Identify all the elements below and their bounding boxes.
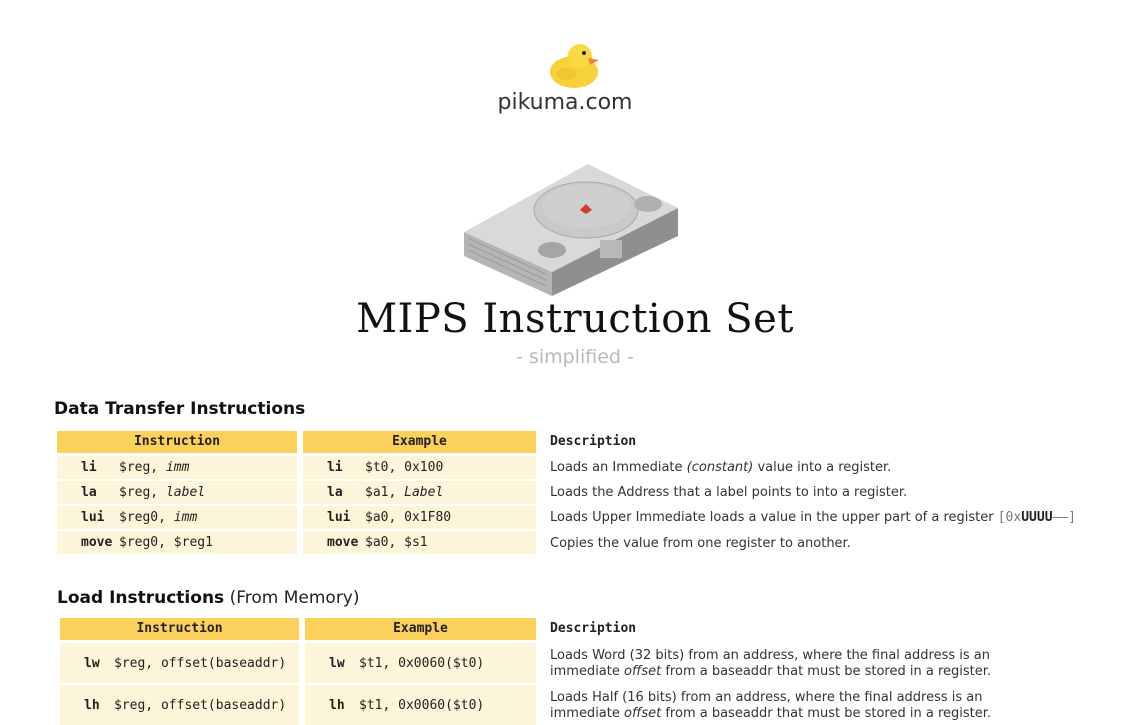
instruction-op: lui — [81, 510, 105, 525]
column-header-description: Description — [550, 434, 637, 449]
example-cell — [305, 685, 536, 725]
description-text: Loads Half (16 bits) from an address, where the final address is an immediate offset from a baseaddr that must be stored in a register. — [550, 690, 992, 721]
example-op: la — [327, 485, 343, 500]
example-cell — [303, 506, 536, 529]
column-header-example: Example — [305, 618, 536, 640]
column-header-example: Example — [303, 431, 536, 453]
instruction-cell — [57, 456, 297, 479]
instruction-cell — [57, 481, 297, 504]
instruction-op: lw — [84, 656, 100, 671]
instruction-op: la — [81, 485, 97, 500]
instruction-args: $reg, offset(baseaddr) — [114, 656, 287, 671]
description-text: Copies the value from one register to another. — [550, 536, 851, 551]
example-args: $a1, Label — [365, 485, 444, 500]
example-args: $t1, 0x0060($t0) — [359, 698, 485, 713]
example-args: $a0, 0x1F80 — [365, 510, 452, 525]
site-name: pikuma.com — [497, 90, 633, 115]
example-op: move — [327, 535, 359, 550]
playstation-console-icon — [460, 160, 682, 300]
instruction-op: lh — [84, 698, 100, 713]
duck-logo-icon — [548, 40, 602, 90]
instruction-args: $reg, offset(baseaddr) — [114, 698, 287, 713]
page-subtitle: - simplified - — [516, 346, 634, 368]
description-text: Loads an Immediate (constant) value into a register. — [550, 460, 892, 475]
description-text: Loads Upper Immediate loads a value in the upper part of a register [0xUUUU——] — [550, 510, 1077, 525]
example-op: li — [327, 460, 343, 475]
column-header-instruction: Instruction — [57, 431, 297, 453]
instruction-cell — [60, 685, 299, 725]
column-header-instruction: Instruction — [60, 618, 299, 640]
example-op: lw — [329, 656, 345, 671]
example-cell — [303, 456, 536, 479]
instruction-op: move — [81, 535, 113, 550]
instruction-cell — [57, 531, 297, 554]
instruction-op: li — [81, 460, 97, 475]
instruction-cell — [60, 643, 299, 683]
description-text: Loads the Address that a label points to into a register. — [550, 485, 908, 500]
instruction-args: $reg0, imm — [119, 510, 198, 525]
example-args: $t0, 0x100 — [365, 460, 444, 475]
example-args: $t1, 0x0060($t0) — [359, 656, 485, 671]
instruction-args: $reg0, $reg1 — [119, 535, 213, 550]
example-cell — [303, 481, 536, 504]
page-title: MIPS Instruction Set — [356, 296, 794, 342]
column-header-description: Description — [550, 621, 637, 636]
example-cell — [303, 531, 536, 554]
example-args: $a0, $s1 — [365, 535, 428, 550]
example-cell — [305, 643, 536, 683]
instruction-cell — [57, 506, 297, 529]
example-op: lh — [329, 698, 345, 713]
description-text: Loads Word (32 bits) from an address, where the final address is an immediate offset from a baseaddr that must be stored in a register. — [550, 648, 992, 679]
instruction-args: $reg, imm — [119, 460, 190, 475]
register-mask: [0xUUUU——] — [997, 510, 1077, 525]
example-op: lui — [327, 510, 351, 525]
section-title-load: Load Instructions (From Memory) — [57, 588, 360, 608]
instruction-args: $reg, label — [119, 485, 206, 500]
section-title-data-transfer: Data Transfer Instructions — [54, 399, 306, 419]
